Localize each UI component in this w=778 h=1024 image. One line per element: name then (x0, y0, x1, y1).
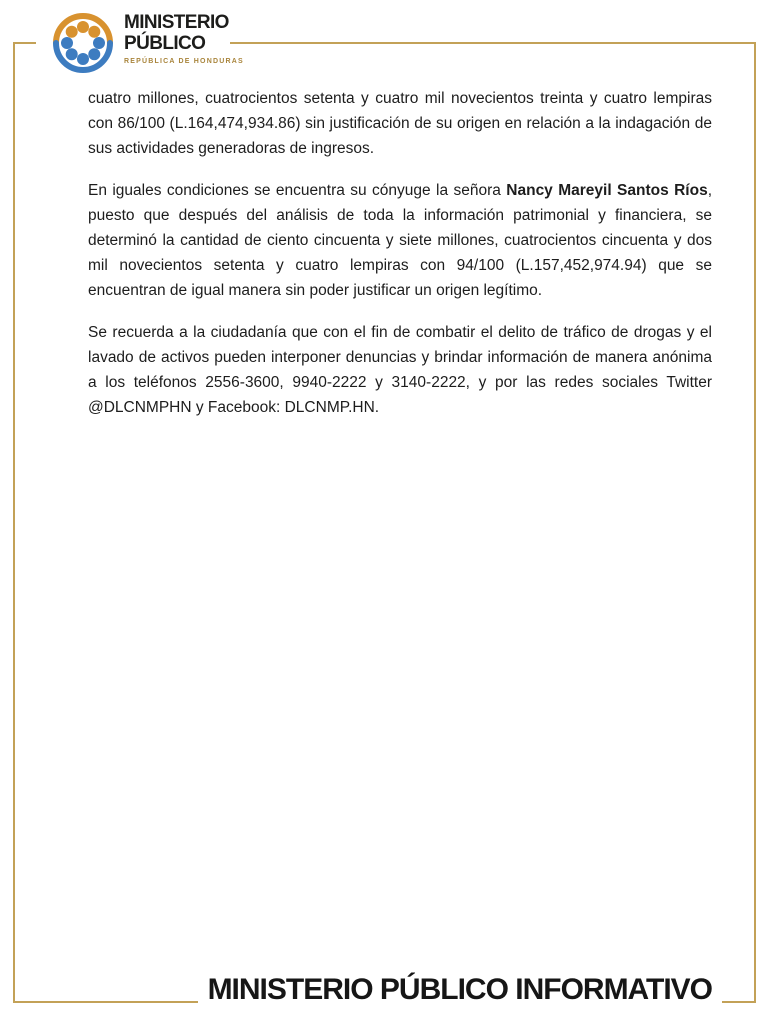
logo-subtitle: REPÚBLICA DE HONDURAS (124, 58, 244, 65)
document-body (88, 86, 712, 437)
logo-wordmark (124, 12, 244, 65)
spouse-name-bold: Nancy Mareyil Santos Ríos (506, 182, 708, 199)
people-circle-icon (48, 8, 118, 78)
footer-banner (198, 974, 722, 1011)
paragraph-spouse-lead: En iguales condiciones se encuentra su cónyuge la señora (88, 182, 507, 199)
footer-title: MINISTERIO PÚBLICO INFORMATIVO (207, 973, 712, 1006)
paragraph-contact-info: Se recuerda a la ciudadanía que con el fin de combatir el delito de tráfico de drogas y el lavado de activos pueden interponer denuncias y brindar información de manera anónima a los teléfonos 2556-3600, 9940-2222 y 3140-2222, y por las redes sociales Twitter @DLCNMPHN y Facebook: DLCNMP.HN. (88, 324, 712, 416)
paragraph-spouse-rest: , puesto que después del análisis de toda la información patrimonial y financiera, se determinó la cantidad de ciento cincuenta y siete millones, cuatrocientos cincuenta y dos mil novecientos setenta y cuatro lempiras con 94/100 (L.157,452,974.94) que se encuentran de igual manera sin poder justificar un origen legítimo. (88, 182, 712, 299)
paragraph-spouse (88, 178, 712, 303)
logo-title-line2: PÚBLICO (124, 33, 206, 54)
paragraph-amount-unjustified: cuatro millones, cuatrocientos setenta y cuatro mil novecientos treinta y cuatro lempiras con 86/100 (L.164,474,934.86) sin justificación de su origen en relación a la indagación de sus actividades generadoras de ingresos. (88, 90, 712, 157)
ministerio-publico-logo (36, 0, 244, 84)
logo-title-line1: MINISTERIO (124, 12, 229, 33)
